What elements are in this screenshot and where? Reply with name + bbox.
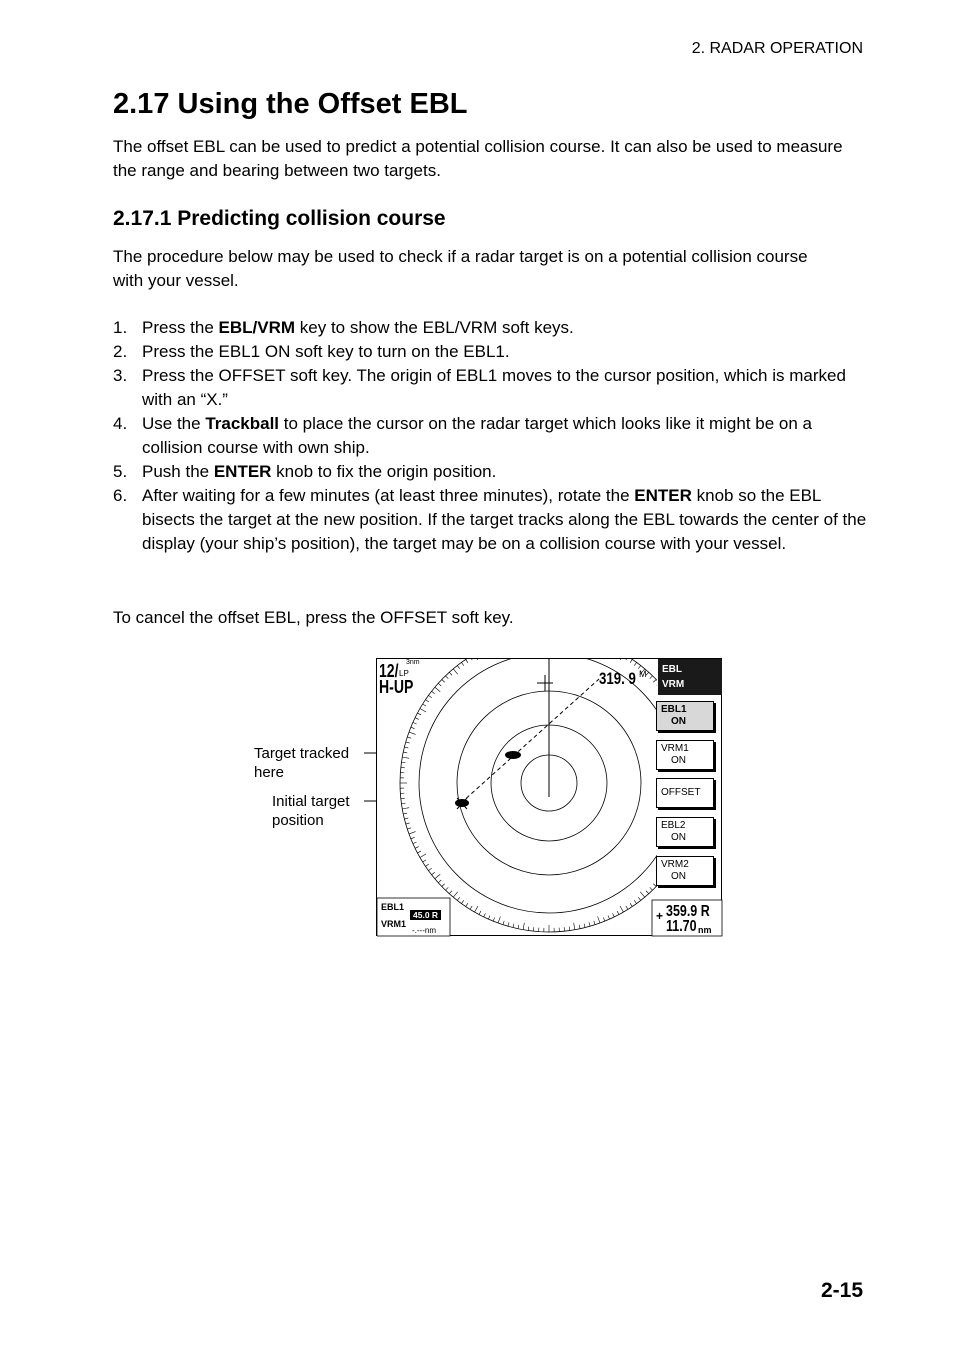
bearing-tick <box>407 828 411 829</box>
ebl-vrm-menu-header: EBL VRM <box>658 659 722 695</box>
bearing-tick <box>461 662 463 665</box>
bearing-tick <box>687 737 691 738</box>
bearing-tick <box>634 662 636 665</box>
bearing-tick <box>569 927 570 931</box>
bearing-tick <box>650 887 653 890</box>
bearing-tick <box>488 915 490 919</box>
bearing-tick <box>461 900 463 903</box>
bearing-tick <box>409 732 416 734</box>
bearing-tick <box>630 659 632 662</box>
bearing-tick <box>682 732 689 734</box>
display-mode: H-UP <box>379 677 414 697</box>
bearing-tick <box>608 915 610 919</box>
bearing-tick <box>475 906 479 912</box>
bearing-tick <box>508 922 509 926</box>
bearing-tick <box>484 913 486 917</box>
bearing-tick <box>677 851 681 853</box>
bearing-tick <box>646 891 649 894</box>
bearing-tick <box>425 700 428 702</box>
bearing-tick <box>650 676 653 679</box>
range-unit-label: 3nm <box>406 659 420 666</box>
step-item: 6. After waiting for a few minutes (at least three minutes), rotate the ENTER knob so the EBL bisects the target at the new position. If the target tracks along the EBL towards the center of the display (your ship’s position), the target may be on a collision course with your vessel. <box>113 486 867 553</box>
bearing-tick <box>620 659 624 660</box>
bearing-tick <box>403 752 407 753</box>
ebl1-label: EBL1 <box>381 902 405 912</box>
bearing-tick <box>401 803 405 804</box>
bearing-tick <box>603 917 604 921</box>
cursor-range-unit: nm <box>698 925 712 935</box>
bearing-tick <box>620 906 624 912</box>
bearing-tick <box>466 903 468 906</box>
bearing-tick <box>453 669 457 674</box>
bearing-tick <box>413 722 417 724</box>
intro-paragraph: The offset EBL can be used to predict a potential collision course. It can also be used to measure the range and bearing between two targets. <box>113 137 843 180</box>
bearing-tick <box>415 847 419 849</box>
step-item: 4. Use the Trackball to place the cursor on the radar target which looks like it might be on a collision course with own ship. <box>113 414 812 457</box>
bearing-tick <box>428 695 431 697</box>
bearing-tick <box>630 903 632 906</box>
bearing-tick <box>691 813 695 814</box>
bearing-tick <box>402 757 409 758</box>
bearing-tick <box>638 897 640 900</box>
bearing-tick <box>411 727 415 728</box>
cursor-bearing: 359.9 R <box>666 903 710 920</box>
bearing-tick <box>435 687 440 691</box>
bearing-tick <box>453 892 457 897</box>
vrm1-label: VRM1 <box>381 919 407 929</box>
subsection-title: 2.17.1 Predicting collision course <box>113 207 446 230</box>
tracked-target-echo <box>505 751 521 759</box>
callout-target-tracked: Target tracked here <box>254 745 350 781</box>
bearing-tick <box>413 842 417 844</box>
softkey-ebl1-on[interactable]: EBL1 ON <box>656 701 714 731</box>
bearing-tick <box>598 916 600 923</box>
softkey-vrm1-on[interactable]: VRM1 ON <box>656 740 714 770</box>
bearing-tick <box>445 887 448 890</box>
cursor-plus-sign: + <box>656 909 664 923</box>
bearing-tick <box>407 737 411 738</box>
step-item: 3. Press the OFFSET soft key. The origin of EBL1 moves to the cursor position, which is marked with an “X.” <box>113 366 846 409</box>
bearing-tick <box>406 742 410 743</box>
step-item: 2. Press the EBL1 ON soft key to turn on the EBL1. <box>113 342 510 361</box>
bearing-tick <box>411 837 415 838</box>
procedure-steps <box>113 316 873 556</box>
bearing-tick <box>523 923 524 930</box>
radar-display <box>376 658 722 936</box>
bearing-tick <box>470 906 472 909</box>
bearing-tick <box>423 704 426 706</box>
bearing-tick <box>423 860 426 862</box>
bearing-tick <box>409 832 416 834</box>
bearing-tick <box>503 921 504 925</box>
page-title: 2.17 Using the Offset EBL <box>113 88 468 120</box>
bearing-tick <box>617 911 619 915</box>
bearing-tick <box>479 911 481 915</box>
bearing-tick <box>498 916 500 923</box>
bearing-tick <box>613 913 615 917</box>
ebl1-value: 45.0 R <box>410 910 441 920</box>
bearing-tick <box>584 924 585 928</box>
bearing-tick <box>401 762 405 763</box>
bearing-tick <box>666 695 669 697</box>
bearing-tick <box>432 691 435 693</box>
bearing-tick <box>402 808 409 809</box>
bearing-tick <box>579 925 580 929</box>
bearing-tick <box>428 868 431 870</box>
callout-initial-target: Initial target position <box>272 793 350 829</box>
bearing-tick <box>518 925 519 929</box>
bearing-tick <box>449 891 452 894</box>
heading-suffix: M <box>639 669 647 679</box>
step-item: 1. Press the EBL/VRM key to show the EBL/VRM soft keys. <box>113 318 574 337</box>
bearing-tick <box>415 718 419 720</box>
bearing-tick <box>417 851 421 853</box>
bearing-tick <box>403 813 407 814</box>
bearing-tick <box>493 917 494 921</box>
bearing-tick <box>653 679 656 682</box>
bearing-tick <box>457 897 459 900</box>
vrm1-value: -.---nm <box>412 926 436 935</box>
bearing-tick <box>420 709 426 713</box>
bearing-tick <box>449 672 452 675</box>
range-scale: 12/ <box>379 661 399 681</box>
heading-readout: 319. 9 <box>599 669 636 688</box>
bearing-tick <box>404 747 408 748</box>
bearing-tick <box>406 823 410 824</box>
softkey-vrm2-on[interactable]: VRM2 ON <box>656 856 714 886</box>
bearing-tick <box>442 884 445 887</box>
procedure-intro: The procedure below may be used to check if a radar target is on a potential collision course with your vessel. <box>113 247 808 290</box>
bearing-tick <box>442 679 445 682</box>
softkey-offset[interactable]: OFFSET <box>656 778 714 808</box>
bearing-tick <box>626 659 628 660</box>
bearing-tick <box>404 818 408 819</box>
running-header: 2. RADAR OPERATION <box>691 40 863 57</box>
softkey-ebl2-on[interactable]: EBL2 ON <box>656 817 714 847</box>
bearing-tick <box>589 922 590 926</box>
bearing-tick <box>425 864 428 866</box>
bearing-tick <box>470 659 472 660</box>
bearing-tick <box>438 880 441 883</box>
bearing-tick <box>457 666 459 669</box>
bearing-tick <box>435 874 440 878</box>
bearing-tick <box>445 676 448 679</box>
bearing-tick <box>475 659 479 660</box>
bearing-tick <box>626 906 628 909</box>
bearing-tick <box>634 900 636 903</box>
bearing-tick <box>594 921 595 925</box>
bearing-tick <box>466 659 468 662</box>
pulse-length: LP <box>399 669 409 678</box>
bearing-tick <box>417 713 421 715</box>
step-item: 5. Push the ENTER knob to fix the origin position. <box>113 462 497 481</box>
bearing-tick <box>528 927 529 931</box>
offset-ebl-line <box>461 679 599 803</box>
bearing-tick <box>574 923 575 930</box>
cursor-range: 11.70 <box>666 918 697 935</box>
page-number: 2-15 <box>820 1279 863 1302</box>
bearing-tick <box>432 872 435 874</box>
bearing-tick <box>438 683 441 686</box>
cancel-note: To cancel the offset EBL, press the OFFSET soft key. <box>113 608 514 627</box>
bearing-tick <box>513 924 514 928</box>
bearing-tick <box>420 854 426 858</box>
bearing-tick <box>640 892 644 897</box>
